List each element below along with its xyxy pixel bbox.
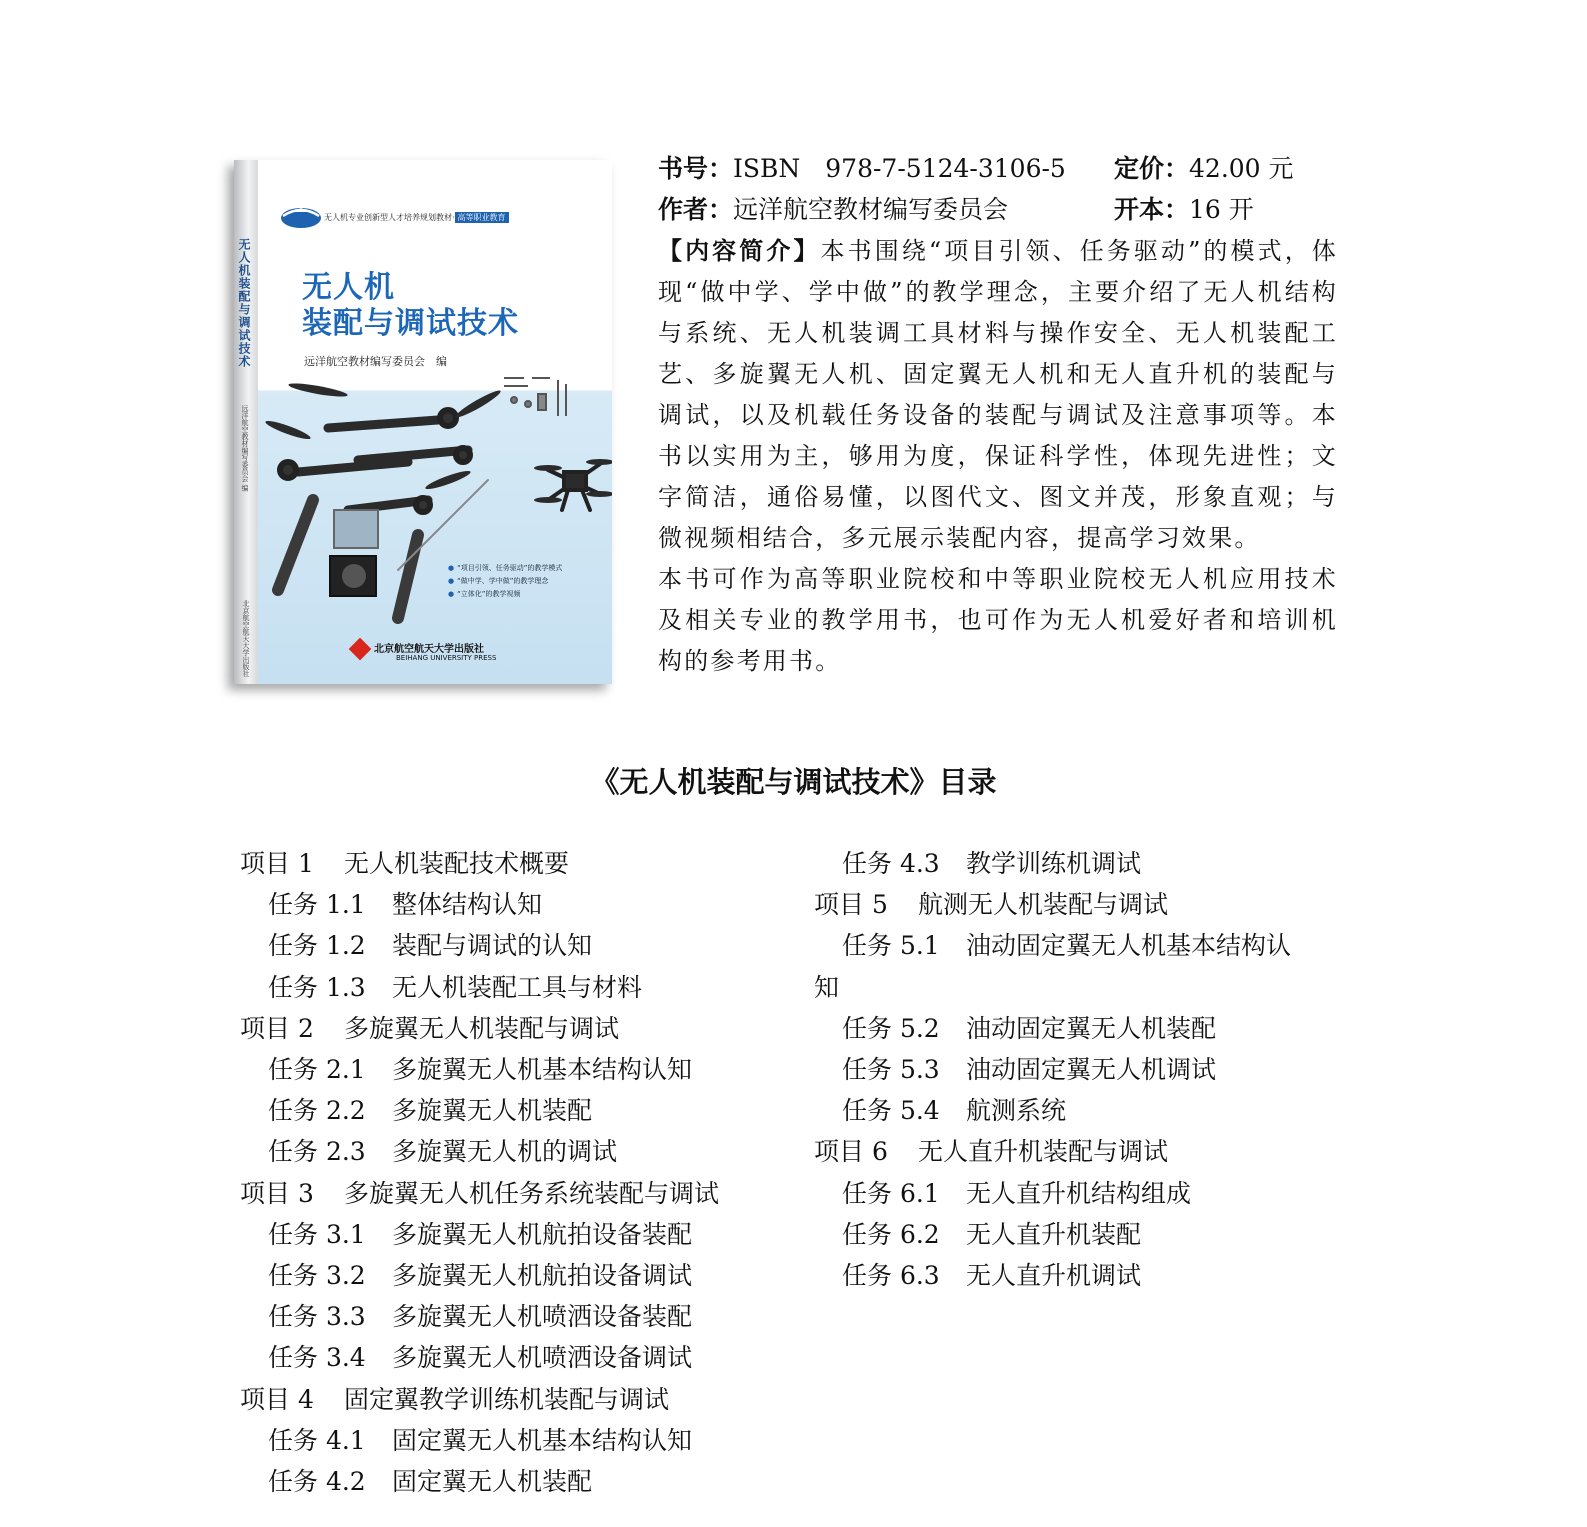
toc-task-item (814, 1214, 1354, 1255)
toc-item-title: 无人直升机结构组成 (966, 1178, 1192, 1208)
toc-task-item (814, 1008, 1354, 1049)
toc-item-title: 多旋翼无人机装配与调试 (344, 1013, 620, 1043)
toc-project-item (814, 1131, 1354, 1172)
toc-item-number: 项目 2 (240, 1013, 314, 1043)
toc-item-number: 任务 5.2 (842, 1013, 940, 1043)
toc-project-item (240, 1173, 800, 1214)
toc-item-number: 项目 5 (814, 890, 888, 920)
feature-list (448, 562, 562, 601)
toc-item-title: 教学训练机调试 (966, 849, 1142, 878)
toc-item-number: 任务 3.4 (268, 1343, 366, 1373)
summary-text: 本书围绕“项目引领、任务驱动”的模式，体现“做中学、学中做”的教学理念，主要介绍了无人机结构与系统、无人机装调工具材料与操作安全、无人机装配工艺、多旋翼无人机、固定翼无人机和无人直升机的装配与调试，以及机载任务设备的装配与调试及注意事项等。本书以实用为主，够用为度，保证科学性，体现先进性；文字简洁，通俗易懂，以图代文、图文并茂，形象直观；与微视频相结合，多元展示装配内容，提高学习效果。 (658, 237, 1338, 552)
toc-item-number: 任务 6.2 (842, 1219, 940, 1249)
toc-item-number: 任务 4.3 (842, 849, 940, 878)
toc-item-number: 任务 2.3 (268, 1137, 366, 1167)
toc-task-item (814, 1049, 1354, 1090)
toc-item-number: 任务 2.2 (268, 1096, 366, 1126)
toc-item-number: 任务 4.2 (268, 1467, 366, 1497)
drone-illustration (258, 360, 612, 650)
toc-item-number: 任务 5.4 (842, 1096, 940, 1126)
publisher-cn: 北京航空航天大学出版社 (374, 644, 484, 655)
toc-item-number: 任务 1.2 (268, 931, 366, 961)
series-logo-icon (279, 200, 323, 230)
toc-item-number: 任务 3.2 (268, 1261, 366, 1291)
toc-item-title: 固定翼无人机基本结构认知 (392, 1425, 693, 1455)
toc-item-title: 知 (814, 972, 840, 1002)
toc-project-item (814, 884, 1354, 925)
toc-item-title: 无人机装配技术概要 (344, 849, 570, 878)
author-value: 远洋航空教材编写委员会 (733, 195, 1009, 224)
toc-item-title: 航测无人机装配与调试 (918, 890, 1169, 920)
toc-item-title: 固定翼无人机装配 (392, 1467, 593, 1497)
toc-item-number: 项目 6 (814, 1137, 888, 1167)
toc-item-number: 任务 1.3 (268, 972, 366, 1002)
book-cover (234, 160, 612, 684)
toc-item-number: 任务 6.3 (842, 1261, 940, 1291)
toc-task-item (814, 925, 1354, 966)
toc-item-title: 多旋翼无人机喷洒设备调试 (392, 1343, 693, 1373)
price-value: 42.00 元 (1189, 154, 1294, 183)
toc-item-title: 固定翼教学训练机装配与调试 (344, 1384, 670, 1414)
feature-item: ● “项目引领、任务驱动”的教学模式 (448, 564, 563, 572)
toc-item-number: 任务 3.3 (268, 1302, 366, 1332)
isbn-label: 书号： (658, 154, 734, 183)
format-label: 开本： (1114, 195, 1190, 224)
price-label: 定价： (1114, 154, 1190, 183)
spine-author: 远洋航空教材编写委员会 编 (241, 405, 249, 492)
toc-task-item (814, 967, 1354, 1008)
toc-task-item (814, 1255, 1354, 1296)
assembled-drone (534, 459, 612, 510)
toc-task-item (814, 1173, 1354, 1214)
feature-item: ● “做中学、学中做”的教学理念 (448, 577, 549, 585)
toc-item-number: 项目 1 (240, 849, 314, 878)
cover-title-line1: 无人机 (302, 270, 395, 305)
toc-item-title: 多旋翼无人机喷洒设备装配 (392, 1302, 693, 1332)
toc-item-title: 整体结构认知 (392, 890, 543, 920)
toc-item-number: 项目 4 (240, 1384, 314, 1414)
cover-title-line2: 装配与调试技术 (302, 306, 519, 341)
toc-item-title: 装配与调试的认知 (392, 931, 593, 961)
parts-kit-icon (504, 378, 566, 416)
isbn-value: ISBN 978-7-5124-3106-5 (733, 154, 1066, 183)
toc-task-item (240, 967, 800, 1008)
toc-item-title: 无人直升机装配与调试 (918, 1137, 1169, 1167)
toc-item-title: 多旋翼无人机航拍设备调试 (392, 1261, 693, 1291)
toc-item-title: 多旋翼无人机航拍设备装配 (392, 1219, 693, 1249)
series-line (324, 212, 509, 223)
author-label: 作者： (658, 195, 734, 224)
format-value: 16 开 (1189, 195, 1254, 224)
toc-project-item (240, 1008, 800, 1049)
toc-item-title: 油动固定翼无人机基本结构认 (966, 931, 1292, 961)
toc-task-item (240, 1420, 800, 1461)
toc-item-number: 项目 3 (240, 1178, 314, 1208)
toc-task-item (240, 925, 800, 966)
toc-item-number: 任务 1.1 (268, 890, 366, 920)
book-info (658, 148, 1338, 682)
toc-item-number: 任务 6.1 (842, 1178, 940, 1208)
feature-item: ● “立体化”的教学视频 (448, 590, 521, 598)
toc-project-item (240, 843, 800, 884)
toc-task-item (240, 1255, 800, 1296)
toc-task-item (240, 1049, 800, 1090)
toc-item-title: 无人直升机调试 (966, 1261, 1142, 1291)
toc-item-number: 任务 5.3 (842, 1055, 940, 1085)
toc-item-number: 任务 3.1 (268, 1219, 366, 1249)
info-row-isbn (658, 148, 1338, 189)
content-summary (658, 230, 1338, 559)
toc-item-title: 油动固定翼无人机调试 (966, 1055, 1217, 1085)
toc-item-title: 无人直升机装配 (966, 1219, 1142, 1249)
toc-column-left (240, 843, 800, 1502)
toc-title: 《无人机装配与调试技术》目录 (590, 765, 997, 799)
toc-task-item (240, 884, 800, 925)
toc-task-item (240, 1131, 800, 1172)
toc-item-number: 任务 4.1 (268, 1425, 366, 1455)
toc-item-title: 多旋翼无人机任务系统装配与调试 (344, 1178, 720, 1208)
toc-item-title: 油动固定翼无人机装配 (966, 1013, 1217, 1043)
toc-item-number: 任务 2.1 (268, 1055, 366, 1085)
toc-item-title: 无人机装配工具与材料 (392, 972, 643, 1002)
toc-item-number: 任务 5.1 (842, 931, 940, 961)
toc-task-item (240, 1090, 800, 1131)
usage-note: 本书可作为高等职业院校和中等职业院校无人机应用技术及相关专业的教学用书，也可作为无人机爱好者和培训机构的参考用书。 (658, 565, 1338, 675)
cover-author: 远洋航空教材编写委员会 编 (304, 355, 447, 368)
toc-item-title: 多旋翼无人机装配 (392, 1096, 593, 1126)
cover-title (302, 270, 519, 342)
spine-publisher: 北京航空航天大学出版社 (242, 600, 250, 677)
publisher-en: BEIHANG UNIVERSITY PRESS (396, 654, 497, 662)
toc-task-item (240, 1461, 800, 1502)
toc-task-item (240, 1337, 800, 1378)
toc-item-title: 航测系统 (966, 1096, 1067, 1126)
toc-task-item (814, 1090, 1354, 1131)
toc-task-item (240, 1296, 800, 1337)
book-spine (234, 160, 258, 684)
toc-task-item (240, 1214, 800, 1255)
toc-column-right (814, 843, 1354, 1296)
toc-task-item (814, 843, 1354, 884)
toc-project-item (240, 1379, 800, 1420)
summary-label: 【内容简介】 (658, 236, 821, 265)
format-field (1114, 189, 1254, 230)
toc-item-title: 多旋翼无人机基本结构认知 (392, 1055, 693, 1085)
spine-title: 无人机装配与调试技术 (237, 238, 251, 368)
series-tag: 高等职业教育 (455, 212, 509, 223)
publisher-block (374, 640, 496, 662)
info-row-author (658, 189, 1338, 230)
price-field (1114, 148, 1294, 189)
series-text: 无人机专业创新型人才培养规划教材· (324, 213, 455, 222)
toc-item-title: 多旋翼无人机的调试 (392, 1137, 618, 1167)
